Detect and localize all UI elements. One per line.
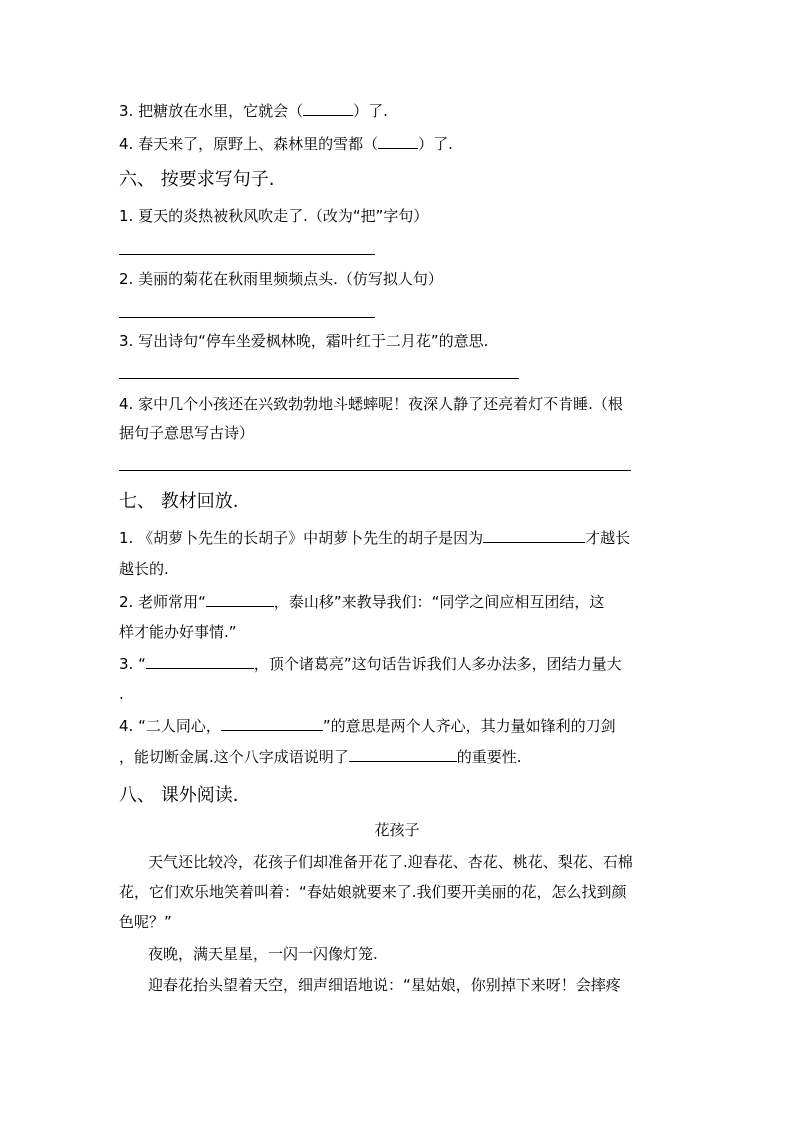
question-7-2: 2. 老师常用“ ，泰山移”来教导我们：“同学之间应相互团结，这 <box>119 593 605 611</box>
question-6-4-line1: 4. 家中几个小孩还在兴致勃勃地斗蟋蟀呢！夜深人静了还亮着灯不肯睡.（根 <box>119 395 623 413</box>
fill-question-5-4: 4. 春天来了，原野上、森林里的雪都（ ）了. <box>119 135 453 153</box>
answer-line-6-1[interactable] <box>119 254 375 255</box>
question-6-2: 2. 美丽的菊花在秋雨里频频点头.（仿写拟人句） <box>119 270 443 288</box>
question-7-1-line2: 越长的. <box>119 560 169 578</box>
question-7-3-line2: . <box>119 685 124 703</box>
answer-blank[interactable] <box>221 716 323 731</box>
answer-line-6-3[interactable] <box>119 378 519 379</box>
answer-blank[interactable] <box>483 528 585 543</box>
section-heading-8: 八、 课外阅读. <box>119 785 239 806</box>
answer-blank[interactable] <box>146 654 254 669</box>
answer-blank[interactable] <box>378 134 418 149</box>
answer-blank[interactable] <box>303 101 353 116</box>
passage-p2: 夜晚，满天星星，一闪一闪像灯笼. <box>148 945 378 963</box>
question-7-3: 3. “ ，顶个诸葛亮”这句话告诉我们人多办法多，团结力量大 <box>119 655 622 673</box>
passage-p3: 迎春花抬头望着天空，细声细语地说：“星姑娘，你别掉下来呀！会摔疼 <box>148 976 621 994</box>
question-6-3: 3. 写出诗句“停车坐爱枫林晚，霜叶红于二月花”的意思. <box>119 332 489 350</box>
answer-blank[interactable] <box>206 592 274 607</box>
passage-p1-line1: 天气还比较冷，花孩子们却准备开花了.迎春花、杏花、桃花、梨花、石棉 <box>148 853 633 871</box>
question-6-4-line2: 据句子意思写古诗） <box>119 424 255 442</box>
question-7-4: 4. “二人同心， ”的意思是两个人齐心，其力量如锋利的刀剑 <box>119 717 616 735</box>
question-7-2-line2: 样才能办好事情.” <box>119 623 237 641</box>
passage-p1-line3: 色呢？” <box>119 913 172 931</box>
question-7-1: 1. 《胡萝卜先生的长胡子》中胡萝卜先生的胡子是因为 才越长 <box>119 529 631 547</box>
section-heading-6: 六、 按要求写句子. <box>119 169 275 190</box>
section-heading-7: 七、 教材回放. <box>119 491 239 512</box>
fill-question-5-3: 3. 把糖放在水里，它就会（ ）了. <box>119 102 388 120</box>
answer-blank[interactable] <box>349 747 457 762</box>
answer-line-6-2[interactable] <box>119 317 375 318</box>
question-6-1: 1. 夏天的炎热被秋风吹走了.（改为“把”字句） <box>119 207 429 225</box>
passage-title: 花孩子 <box>374 821 420 839</box>
answer-line-6-4[interactable] <box>119 470 631 471</box>
passage-p1-line2: 花，它们欢乐地笑着叫着：“春姑娘就要来了.我们要开美丽的花，怎么找到颜 <box>119 883 627 901</box>
question-7-4-line2: ，能切断金属.这个八字成语说明了 的重要性. <box>119 748 522 766</box>
